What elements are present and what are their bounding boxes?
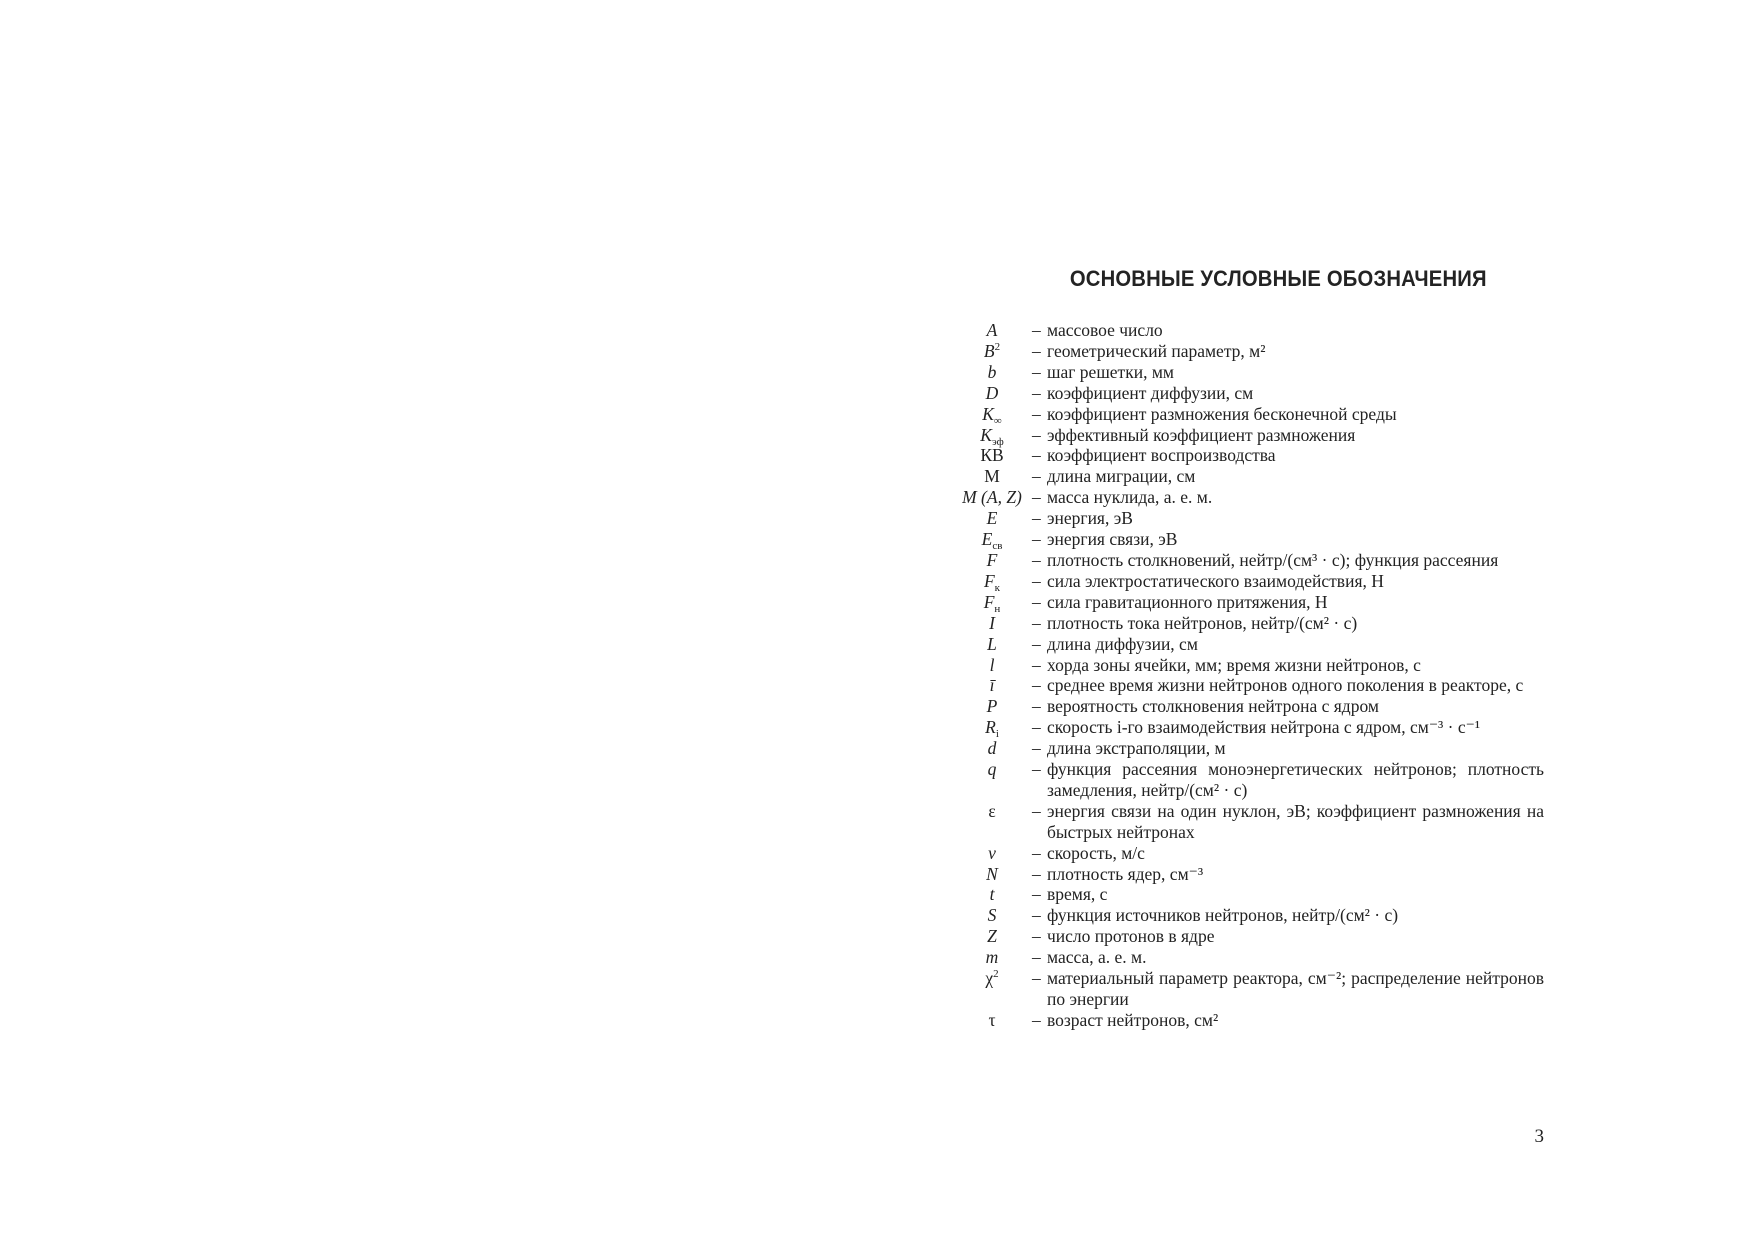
symbol [952, 675, 1032, 696]
symbol-base: N [986, 863, 998, 884]
symbol [952, 634, 1032, 655]
symbol-definition: длина миграции, см [1047, 466, 1196, 487]
symbol-entry [952, 968, 1544, 1010]
symbol-base: L [987, 633, 997, 654]
symbol [952, 341, 1032, 362]
symbol-entry [952, 864, 1544, 885]
symbol-base: ī [989, 675, 995, 696]
symbol-definition: коэффициент размножения бесконечной среды [1047, 403, 1397, 424]
symbol-base: P [986, 696, 998, 717]
symbol-base: t [989, 884, 995, 905]
symbol-definition: энергия связи, эВ [1047, 529, 1178, 550]
entry-dash: – [1032, 1009, 1041, 1030]
symbol [952, 864, 1032, 885]
symbol-definition: коэффициент диффузии, см [1047, 382, 1254, 403]
symbol-definition: скорость, м/с [1047, 842, 1145, 863]
symbol-entry [952, 717, 1544, 741]
entry-dash: – [1032, 508, 1041, 529]
symbol-entry [952, 759, 1544, 801]
symbol [952, 362, 1032, 383]
symbol-definition: плотность ядер, см⁻³ [1047, 863, 1204, 884]
symbol-entry [952, 905, 1544, 926]
symbol-entry [952, 655, 1544, 676]
entry-dash: – [1032, 340, 1041, 361]
symbol [952, 550, 1032, 571]
entry-dash: – [1032, 696, 1041, 717]
symbol-entry [952, 362, 1544, 383]
symbol-entry [952, 404, 1544, 425]
symbol-entry [952, 843, 1544, 864]
entry-dash: – [1032, 591, 1041, 612]
symbol-definition: плотность столкновений, нейтр/(см³ · с); функция рассеяния [1047, 549, 1499, 570]
symbol-subscript: ∞ [993, 414, 1002, 427]
entry-dash: – [1032, 800, 1041, 821]
entry-dash: – [1032, 717, 1041, 738]
symbol-definition: хорда зоны ячейки, мм; время жизни нейтронов, с [1047, 654, 1421, 675]
entry-dash: – [1032, 842, 1041, 863]
symbol [952, 717, 1032, 741]
entry-dash: – [1032, 361, 1041, 382]
symbol-base: l [989, 654, 995, 675]
symbol-definition: длина экстраполяции, м [1047, 738, 1226, 759]
symbol-definition: геометрический параметр, м² [1047, 340, 1266, 361]
entry-dash: – [1032, 570, 1041, 591]
symbol [952, 404, 1032, 425]
symbol [952, 487, 1032, 508]
symbol [952, 592, 1032, 613]
symbol-definition: плотность тока нейтронов, нейтр/(см² · с) [1047, 612, 1358, 633]
symbol [952, 529, 1032, 553]
symbol-base: I [989, 612, 995, 633]
symbol [952, 613, 1032, 634]
symbol [952, 843, 1032, 864]
symbol-entry [952, 947, 1544, 968]
symbol-definition: вероятность столкновения нейтрона с ядром [1047, 696, 1379, 717]
symbol [952, 383, 1032, 404]
entry-dash: – [1032, 320, 1041, 340]
symbol-definition: длина диффузии, см [1047, 633, 1198, 654]
symbol [952, 738, 1032, 759]
symbol-entry [952, 445, 1544, 466]
symbol-entry [952, 613, 1544, 634]
symbol-definition: число протонов в ядре [1047, 926, 1215, 947]
symbol-base: D [985, 382, 999, 403]
symbol-definition: массовое число [1047, 320, 1163, 340]
symbol-entry [952, 592, 1544, 613]
symbol-definition: шаг решетки, мм [1047, 361, 1174, 382]
page-number: 3 [1534, 1126, 1544, 1147]
entry-dash: – [1032, 759, 1041, 780]
symbol-entry [952, 801, 1544, 843]
symbol-entry [952, 341, 1544, 362]
entry-dash: – [1032, 675, 1041, 696]
symbol-entry [952, 571, 1544, 592]
symbol-definition: функция источников нейтронов, нейтр/(см² · с) [1047, 905, 1399, 926]
symbol-entry [952, 466, 1544, 487]
symbol [952, 655, 1032, 676]
symbol-base: v [988, 842, 996, 863]
entry-dash: – [1032, 487, 1041, 508]
symbol [952, 926, 1032, 947]
symbol-entry [952, 926, 1544, 947]
symbol-definition: масса нуклида, а. е. м. [1047, 487, 1213, 508]
entry-dash: – [1032, 654, 1041, 675]
symbol [952, 759, 1032, 780]
entry-dash: – [1032, 884, 1041, 905]
symbol-definition: время, с [1047, 884, 1108, 905]
entry-dash: – [1032, 445, 1041, 466]
symbol-base: Z [987, 926, 997, 947]
symbol-base: M (A, Z) [962, 487, 1022, 508]
entry-dash: – [1032, 529, 1041, 550]
symbol-base: F [983, 570, 995, 591]
symbol-definition: материальный параметр реактора, см⁻²; распределение нейтронов по энергии [1047, 968, 1544, 1009]
symbol-base: χ [985, 968, 994, 989]
symbol-entry [952, 508, 1544, 529]
symbol-entry [952, 487, 1544, 508]
symbol [952, 425, 1032, 446]
symbol-entry [952, 634, 1544, 655]
entry-dash: – [1032, 633, 1041, 654]
entry-dash: – [1032, 968, 1041, 989]
symbol [952, 445, 1032, 466]
symbol [952, 508, 1032, 529]
symbol-entry [952, 529, 1544, 553]
entry-dash: – [1032, 738, 1041, 759]
symbol-base: E [981, 529, 993, 550]
symbol-entry [952, 425, 1544, 446]
symbol-base: R [985, 717, 996, 738]
symbol-base: КВ [980, 445, 1004, 466]
symbol-base: K [982, 403, 994, 424]
symbol-base: B [983, 340, 995, 361]
symbol-subscript: к [994, 581, 1001, 594]
symbol-base: d [987, 738, 997, 759]
symbol-entry [952, 738, 1544, 759]
symbol-definition: сила гравитационного притяжения, Н [1047, 591, 1328, 612]
symbol-definition: энергия связи на один нуклон, эВ; коэффициент размножения на быстрых нейтронах [1047, 800, 1544, 842]
symbol [952, 466, 1032, 487]
symbol [952, 884, 1032, 905]
symbol-definition: возраст нейтронов, см² [1047, 1009, 1219, 1030]
symbol-base: E [986, 508, 998, 529]
symbol-definition: сила электростатического взаимодействия, Н [1047, 570, 1384, 591]
symbol-definition: энергия, эВ [1047, 508, 1133, 529]
symbol-entry [952, 884, 1544, 905]
symbol-entry [952, 696, 1544, 717]
symbol-base: K [980, 424, 992, 445]
symbol [952, 571, 1032, 592]
entry-dash: – [1032, 466, 1041, 487]
symbol-definition: коэффициент воспроизводства [1047, 445, 1276, 466]
page-title: ОСНОВНЫЕ УСЛОВНЫЕ ОБОЗНАЧЕНИЯ [1069, 266, 1487, 291]
symbol-base: ε [988, 800, 996, 821]
symbol-entry [952, 383, 1544, 404]
symbol-definition: функция рассеяния моноэнергетических нейтронов; плотность замедления, нейтр/(см² · с) [1047, 759, 1544, 800]
symbol [952, 947, 1032, 968]
entry-dash: – [1032, 863, 1041, 884]
symbol [952, 905, 1032, 926]
symbol-definition: масса, а. е. м. [1047, 947, 1147, 968]
symbol-base: F [983, 591, 995, 612]
entry-dash: – [1032, 926, 1041, 947]
entry-dash: – [1032, 612, 1041, 633]
symbol-definition: среднее время жизни нейтронов одного поколения в реакторе, с [1047, 675, 1524, 696]
symbol-base: S [987, 905, 997, 926]
symbol-base: F [986, 549, 998, 570]
symbol-base: τ [988, 1009, 996, 1030]
symbol-subscript: i [995, 728, 999, 741]
entry-dash: – [1032, 382, 1041, 403]
symbol-subscript: н [994, 602, 1001, 615]
symbol-entry [952, 1010, 1544, 1031]
symbol-superscript: 2 [994, 340, 1001, 353]
symbol-definition: скорость i-го взаимодействия нейтрона с ядром, см⁻³ · с⁻¹ [1047, 717, 1481, 738]
symbol [952, 696, 1032, 717]
symbol [952, 801, 1032, 822]
entry-dash: – [1032, 403, 1041, 424]
symbol-base: m [985, 947, 999, 968]
symbol-entry [952, 550, 1544, 571]
symbol-definition: эффективный коэффициент размножения [1047, 424, 1356, 445]
symbol-base: b [987, 361, 997, 382]
symbol-subscript: св [992, 540, 1003, 553]
symbol-base: A [986, 320, 998, 340]
entry-dash: – [1032, 424, 1041, 445]
symbol-superscript: 2 [993, 968, 999, 981]
symbol-base: М [984, 466, 1000, 487]
entry-dash: – [1032, 905, 1041, 926]
entry-dash: – [1032, 549, 1041, 570]
symbol [952, 1010, 1032, 1031]
symbol [952, 968, 1032, 989]
symbol-entry [952, 320, 1544, 341]
symbol [952, 320, 1032, 341]
symbol-list [952, 320, 1544, 1031]
symbol-subscript: эф [991, 435, 1004, 448]
symbol-base: q [987, 759, 997, 780]
entry-dash: – [1032, 947, 1041, 968]
symbol-entry [952, 675, 1544, 696]
